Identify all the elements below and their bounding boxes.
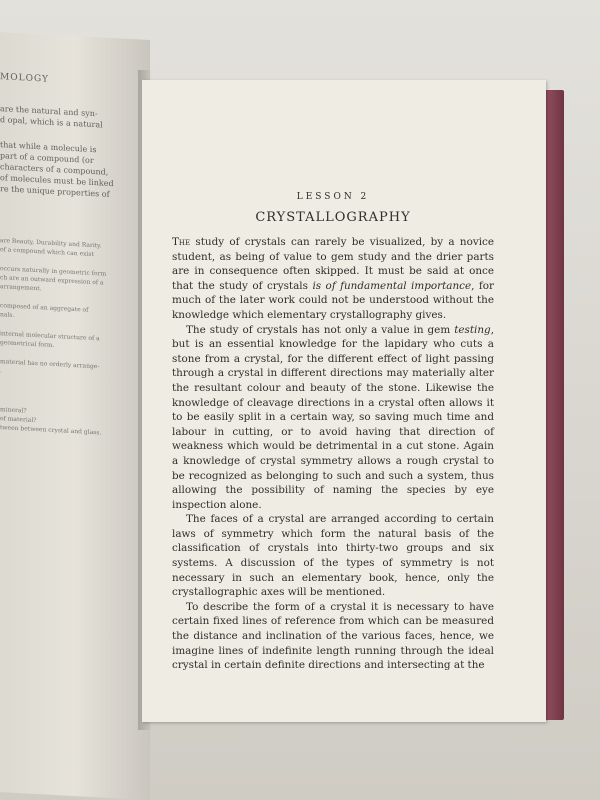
paragraph: [172, 235, 494, 323]
paragraph: To describe the form of a crystal it is necessary to have certain fixed lines of reference from which can be measured the distance and inclination of the various faces, hence, we imagine lines of indefinite length running through the ideal crystal in certain definite directions and intersecting at the: [172, 600, 494, 672]
left-note: composed of an aggregate of nals.: [0, 302, 89, 319]
left-page: [0, 30, 150, 800]
left-running-head: MOLOGY: [0, 72, 49, 85]
paragraph: [172, 323, 494, 513]
page-content: [172, 192, 494, 673]
emphasis-text: testing: [454, 323, 491, 336]
lesson-heading: LESSON 2: [296, 192, 370, 202]
right-page: [142, 80, 546, 722]
emphasis-text: is of fundamental importance: [312, 279, 472, 292]
left-page-text: [0, 72, 150, 450]
chapter-title: CRYSTALLOGRAPHY: [255, 210, 411, 225]
left-line-block: are the natural and syn- d opal, which is a natural: [0, 104, 103, 130]
paragraph-text: study of crystals can rarely be visualized, by a novice student, as being of value to gem study and the drier parts are in consequence often skipped. It must be said at once that the study of crystals: [172, 236, 494, 292]
paragraph: The faces of a crystal are arranged according to certain laws of symmetry which form the natural basis of the classification of crystals into thirty-two groups and six systems. A discussion of the types of symmetry is not necessary in such an elementary book, hence, only the crystallographic axes will be mentioned.: [172, 513, 494, 599]
left-note: mineral? of material? tween between crystal and glass.: [0, 406, 102, 437]
paragraph-text: The study of crystals has not only a value in gem: [186, 323, 455, 336]
paragraph-text: , for much of the later work could not be understood without the knowledge which elementary crystallography gives.: [172, 279, 494, 321]
paragraph-text: , but is an essential knowledge for the lapidary who cuts a stone from a crystal, for the different effect of light passing through a crystal in different directions may materially alter the resultant colour and beauty of the stone. Likewise the knowledge of cleavage directions in a crystal often allows it to be easily split in a certain way, so saving much time and labour in cutting, or to avoid having that direction of weakness which would be detrimental in a cut stone. Again a knowledge of crystal symmetry allows a rough crystal to be recognized as belonging to such and such a system, thus allowing the possibility of naming the species by eye inspection alone.: [172, 323, 494, 511]
body-text: [172, 235, 494, 673]
left-note: are Beauty, Durability and Rarity. of a compound which can exist: [0, 237, 102, 259]
left-note: internal molecular structure of a geometrical form.: [0, 330, 100, 349]
left-note: material has no orderly arrange- .: [0, 358, 100, 375]
left-note: occurs naturally in geometric form ch are an outward expression of a arrangement.: [0, 265, 107, 293]
left-line-block: that while a molecule is part of a compound (or characters of a compound, of molecules must be linked re the unique properties of: [0, 140, 114, 199]
paragraph-lead: The: [172, 236, 191, 248]
